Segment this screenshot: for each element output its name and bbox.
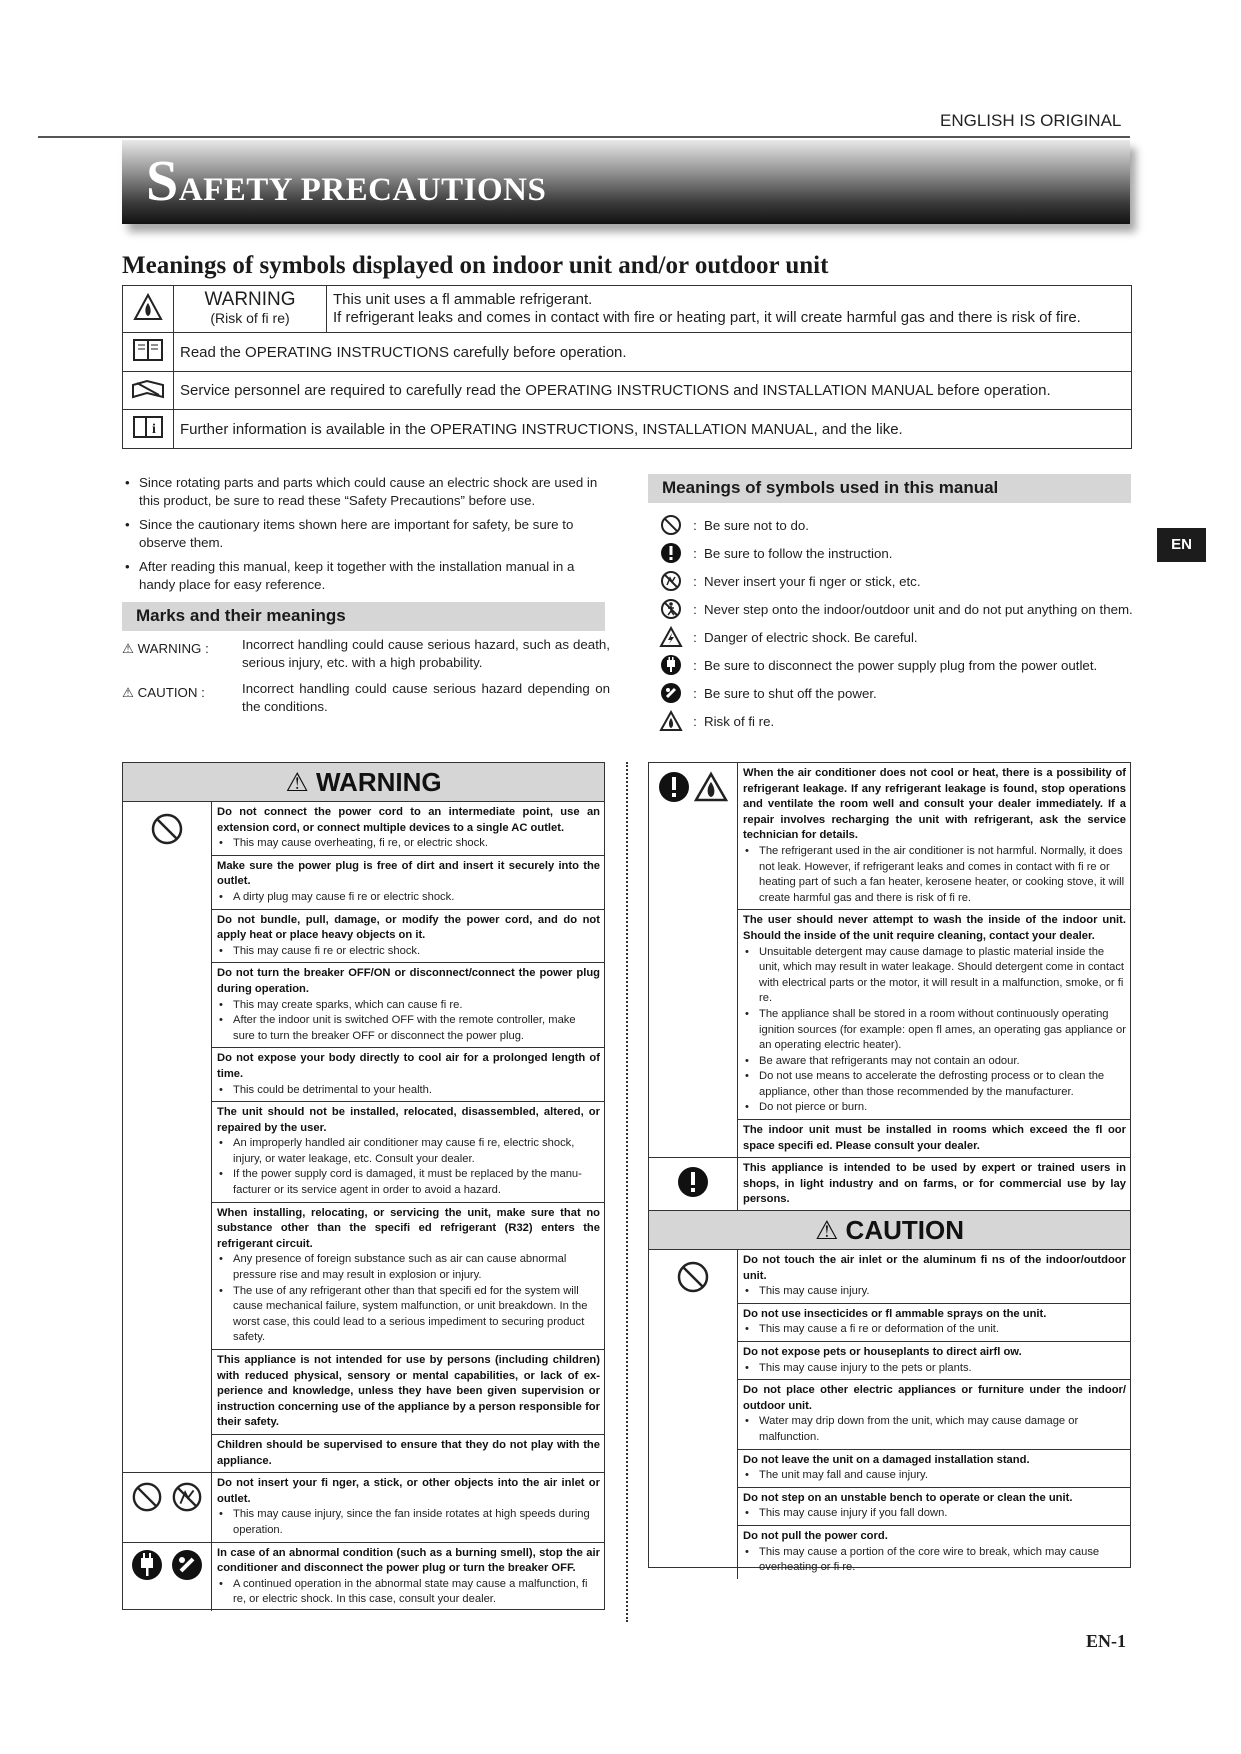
warning-item: Do not bundle, pull, damage, or modify the power cord, and do not apply heat or place heavy objects on it. • This may cause fi re or electric shock. bbox=[212, 910, 604, 964]
warning-group bbox=[123, 1543, 604, 1611]
table-row bbox=[123, 286, 1132, 333]
warning-box bbox=[122, 762, 605, 1610]
caution-box bbox=[648, 1210, 1131, 1574]
caution-item: Do not pull the power cord. • This may cause a portion of the core wire to break, which may cause overheating or fi re. bbox=[738, 1526, 1130, 1579]
list-item: • Since rotating parts and parts which could cause an electric shock are used in this product, be sure to read these “Safety Precautions” before use. bbox=[122, 474, 612, 510]
prohibition-icon bbox=[676, 1260, 710, 1579]
manual-symbols-list bbox=[656, 512, 1136, 736]
list-item: ⚠ CAUTION : Incorrect handling could cause serious hazard depending on the conditions. bbox=[122, 681, 610, 714]
book-icon bbox=[123, 333, 174, 372]
table-row: Service personnel are required to carefully read the OPERATING INSTRUCTIONS and INSTALLATION MANUAL before operation. bbox=[123, 372, 1132, 410]
warning-item: Do not turn the breaker OFF/ON or disconnect/connect the power plug during operation. • This may create sparks, which can cause fi re. • After the indoor unit is switched OFF with the remote controller, make sure to turn the breaker OFF or disconnect the power plug. bbox=[212, 963, 604, 1048]
warning-item: Do not insert your fi nger, a stick, or other objects into the air inlet or outlet. • This may cause injury, since the fan inside rotates at high speeds during operation. bbox=[212, 1473, 604, 1541]
mandatory-action-icon bbox=[658, 771, 690, 1157]
unplug-icon bbox=[131, 1549, 163, 1611]
caution-item: Do not place other electric appliances or furniture under the indoor/ outdoor unit. • Water may drip down from the unit, which may cause damage or malfunction. bbox=[738, 1380, 1130, 1449]
fire-risk-icon bbox=[656, 709, 686, 733]
marks-heading: Marks and their meanings bbox=[122, 602, 605, 631]
warning-group bbox=[649, 763, 1130, 1158]
warning-item: This appliance is intended to be used by expert or trained users in shops, in light industry and on farms, or for commercial use by lay persons. bbox=[743, 1162, 1126, 1206]
list-item: : Danger of electric shock. Be careful. bbox=[656, 624, 1136, 650]
warning-item: When installing, relocating, or servicing the unit, make sure that no substance other than the specifi ed refrigerant (R32) enters the refrigerant circuit. • Any presence of foreign substance such as air can cause abnormal pressure rise and may result in explosion or injury. • The use of any refrigerant other than that specifi ed for the system will cause mechanical failure, system malfunction, or unit breakdown. In the worst case, this could lead to a serious impediment to securing product safety. bbox=[212, 1203, 604, 1350]
list-item: : Be sure not to do. bbox=[656, 512, 1136, 538]
svg-text:i: i bbox=[152, 422, 156, 437]
info-book-icon bbox=[123, 410, 174, 449]
power-off-icon bbox=[171, 1549, 203, 1611]
table-row: i Further information is available in the OPERATING INSTRUCTIONS, INSTALLATION MANUAL, and the like. bbox=[123, 410, 1132, 449]
title-banner bbox=[122, 140, 1130, 224]
caution-item: Do not expose pets or houseplants to direct airfl ow. • This may cause injury to the pets or plants. bbox=[738, 1342, 1130, 1380]
caution-item: Do not step on an unstable bench to operate or clean the unit. • This may cause injury if you fall down. bbox=[738, 1488, 1130, 1526]
prohibition-icon bbox=[131, 1481, 163, 1541]
table-row: Read the OPERATING INSTRUCTIONS carefully before operation. bbox=[123, 333, 1132, 372]
prohibition-icon bbox=[656, 513, 686, 537]
prohibition-icon bbox=[150, 812, 184, 1472]
warning-group bbox=[649, 1158, 1130, 1211]
language-tab: EN bbox=[1157, 528, 1206, 562]
warning-item: Children should be supervised to ensure that they do not play with the appliance. bbox=[217, 1438, 600, 1467]
warning-item: In case of an abnormal condition (such as a burning smell), stop the air conditioner and disconnect the power plug or turn the breaker OFF. • A continued operation in the abnormal state may cause a malfunction, fi re, or electric shock. In this case, consult your dealer. bbox=[212, 1543, 604, 1611]
power-off-icon bbox=[656, 681, 686, 705]
list-item: : Be sure to shut off the power. bbox=[656, 680, 1136, 706]
list-item: ⚠ WARNING : Incorrect handling could cause serious hazard, such as death, serious injury, etc. with a high probability. bbox=[122, 637, 610, 670]
warning-group bbox=[123, 802, 604, 1473]
intro-bullets bbox=[122, 474, 612, 600]
mandatory-action-icon bbox=[656, 541, 686, 565]
warning-group bbox=[123, 1473, 604, 1542]
caution-item: Do not touch the air inlet or the aluminum fi ns of the indoor/outdoor unit. • This may cause injury. bbox=[738, 1250, 1130, 1304]
electric-shock-icon bbox=[656, 625, 686, 649]
column-divider bbox=[626, 762, 628, 1622]
warning-item: This appliance is not intended for use by persons (including children) with reduced physical, sensory or mental capabilities, or lack of ex-perience and knowledge, unless they have been given supervision or instruction concerning use of the appliance by a person responsible for their safety. bbox=[212, 1350, 604, 1435]
no-finger-insertion-icon bbox=[656, 569, 686, 593]
warning-text-cell: This unit uses a fl ammable refrigerant. If refrigerant leaks and comes in contact with fire or heating part, it will create harmful gas and there is risk of fire. bbox=[327, 286, 1132, 333]
list-item: : Never insert your fi nger or stick, etc. bbox=[656, 568, 1136, 594]
mandatory-action-icon bbox=[677, 1166, 709, 1211]
no-stepping-icon bbox=[656, 597, 686, 621]
caution-triangle-icon: ⚠ bbox=[815, 1215, 839, 1245]
warning-triangle-icon: ⚠ bbox=[285, 767, 309, 797]
list-item: • Since the cautionary items shown here are important for safety, be sure to observe them. bbox=[122, 516, 612, 552]
marks-list bbox=[122, 636, 610, 724]
unit-symbols-heading: Meanings of symbols displayed on indoor unit and/or outdoor unit bbox=[122, 252, 829, 279]
list-item: : Be sure to follow the instruction. bbox=[656, 540, 1136, 566]
list-item: : Be sure to disconnect the power supply plug from the power outlet. bbox=[656, 652, 1136, 678]
warning-item: Do not connect the power cord to an intermediate point, use an extension cord, or connect multiple devices to a single AC outlet. • This may cause overheating, fi re, or electric shock. bbox=[212, 802, 604, 856]
warning-item: When the air conditioner does not cool or heat, there is a possibility of refrigerant leakage. If any refrigerant leakage is found, stop operations and ventilate the room well and consult your dealer immediately. If a repair involves recharging the unit with refrigerant, ask the service technician for details. • The refrigerant used in the air conditioner is not harmful. Normally, it does not leak. However, if refrigerant leaks and comes in contact with fi re or heating part of such a fan heater, kerosene heater, or cooking stove, it will create harmful gas and there is risk of fi re. bbox=[738, 763, 1130, 910]
warning-item: The indoor unit must be installed in rooms which exceed the fl oor space specifi ed. Please consult your dealer. bbox=[743, 1124, 1126, 1152]
caution-item: Do not leave the unit on a damaged installation stand. • The unit may fall and cause injury. bbox=[738, 1450, 1130, 1488]
warning-label-cell: WARNING (Risk of fi re) bbox=[174, 286, 327, 333]
unplug-icon bbox=[656, 653, 686, 677]
manual-symbols-heading: Meanings of symbols used in this manual bbox=[648, 474, 1131, 503]
header-rule bbox=[38, 136, 1130, 138]
caution-item: Do not use insecticides or fl ammable sprays on the unit. • This may cause a fi re or deformation of the unit. bbox=[738, 1304, 1130, 1342]
warning-item: Make sure the power plug is free of dirt and insert it securely into the outlet. • A dirty plug may cause fi re or electric shock. bbox=[212, 856, 604, 910]
list-item: : Risk of fi re. bbox=[656, 708, 1136, 734]
list-item: • After reading this manual, keep it together with the installation manual in a handy place for easy reference. bbox=[122, 558, 612, 594]
warning-heading: ⚠ WARNING bbox=[123, 763, 604, 802]
list-item: : Never step onto the indoor/outdoor unit and do not put anything on them. bbox=[656, 596, 1136, 622]
caution-triangle-icon: ⚠ bbox=[122, 685, 134, 700]
flammable-warning-icon bbox=[123, 286, 174, 333]
no-finger-insertion-icon bbox=[171, 1481, 203, 1541]
warning-triangle-icon: ⚠ bbox=[122, 641, 134, 656]
warning-item: Do not expose your body directly to cool air for a prolonged length of time. • This could be detrimental to your health. bbox=[212, 1048, 604, 1102]
caution-heading: ⚠ CAUTION bbox=[649, 1211, 1130, 1250]
unit-symbols-table bbox=[122, 285, 1132, 449]
warning-continuation-box bbox=[648, 762, 1131, 1210]
page-title: SAFETY PRECAUTIONS bbox=[146, 148, 547, 213]
warning-item: The user should never attempt to wash the inside of the indoor unit. Should the inside of the unit require cleaning, contact your dealer. • Unsuitable detergent may cause damage to plastic material inside the unit, which may result in water leakage. Should detergent come in contact with electrical parts or the motor, it will result in a malfunction, smoke, or fi re. • The appliance shall be stored in a room without continuously operating ignition sources (for example: open fl ames, an operating gas appliance or an operating electric heater). • Be aware that refrigerants may not contain an odour. • Do not use means to accelerate the defrosting process or to clean the appliance, other than those recommended by the manufacturer. • Do not pierce or burn. bbox=[738, 910, 1130, 1120]
warning-item: The unit should not be installed, relocated, disassembled, altered, or repaired by the user. • An improperly handled air conditioner may cause fi re, electric shock, injury, or water leakage, etc. Consult your dealer. • If the power supply cord is damaged, it must be replaced by the manu-facturer or its service agent in order to avoid a hazard. bbox=[212, 1102, 604, 1203]
fire-risk-icon bbox=[694, 771, 728, 1157]
service-manual-icon bbox=[123, 372, 174, 410]
page-number: EN-1 bbox=[1086, 1631, 1126, 1651]
language-note: ENGLISH IS ORIGINAL bbox=[940, 111, 1122, 130]
